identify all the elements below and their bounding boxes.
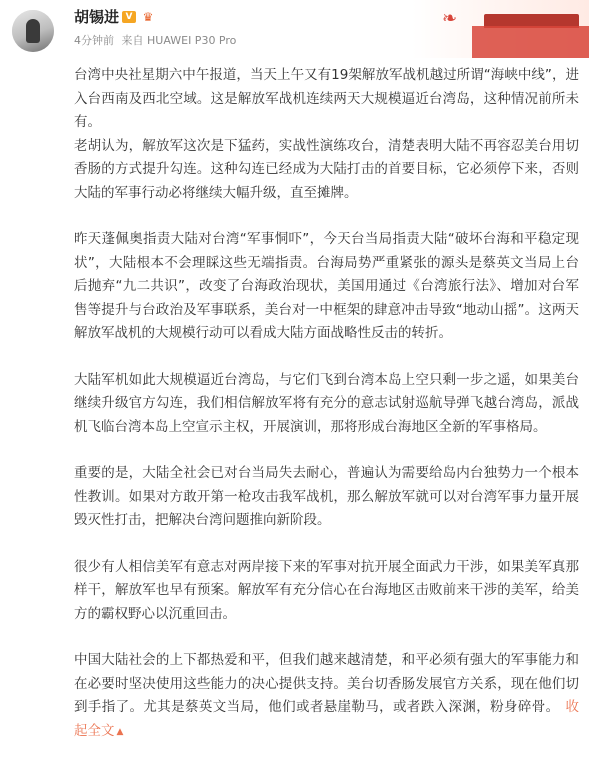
post-paragraph: 老胡认为，解放军这次是下猛药，实战性演练攻台，清楚表明大陆不再容忍美台用切香肠的方式提升勾连。这种勾连已经成为大陆打击的首要目标，它必须停下来，否则大陆的军事行动必将继续大幅升级，直至摊牌。	[74, 137, 579, 201]
post-source: 来自 HUAWEI P30 Pro	[121, 34, 237, 47]
paragraph-gap	[74, 533, 579, 556]
member-crown-badge-icon[interactable]: ♛	[142, 10, 154, 24]
post-paragraph: 重要的是，大陆全社会已对台当局失去耐心，普遍认为需要给岛内台独势力一个根本性教训。如果对方敢开第一枪攻击我军战机，那么解放军就可以对台湾军事力量开展毁灭性打击，把解决台湾问题推向新阶段。	[74, 465, 579, 528]
username[interactable]: 胡锡进	[74, 8, 120, 26]
paragraph-gap	[74, 205, 579, 228]
avatar[interactable]	[12, 10, 54, 52]
post-meta	[74, 34, 240, 48]
chevron-up-icon: ▲	[116, 726, 124, 737]
dove-icon: ❧	[442, 8, 458, 29]
collapse-label: 收起全文	[74, 699, 579, 739]
post-paragraph: 台湾中央社星期六中午报道，当天上午又有19架解放军战机越过所谓“海峡中线”，进入台西南及西北空域。这是解放军战机连续两天大规模逼近台湾岛，这种情况前所未有。	[74, 67, 579, 130]
post-paragraph: 大陆军机如此大规模逼近台湾岛，与它们飞到台湾本岛上空只剩一步之遥，如果美台继续升级官方勾连，我们相信解放军将有充分的意志试射巡航导弹飞越台湾岛，派战机飞临台湾本岛上空宣示主权，开展演训，那将形成台海地区全新的军事格局。	[74, 371, 579, 435]
post-header	[0, 0, 589, 62]
paragraph-gap	[74, 439, 579, 462]
verified-v-badge-icon: V	[122, 11, 136, 23]
post-paragraph-last	[74, 649, 579, 744]
avatar-figure	[26, 19, 40, 43]
post-body	[74, 64, 579, 744]
post-paragraph: 很少有人相信美军有意志对两岸接下来的军事对抗开展全面武力干涉，如果美军真那样干，解放军也早有预案。解放军有充分信心在台海地区击败前来干涉的美军，给美方的霸权野心以沉重回击。	[74, 558, 579, 622]
decoration-wall	[472, 26, 589, 58]
post-paragraph-text: 中国大陆社会的上下都热爱和平，但我们越来越清楚，和平必须有强大的军事能力和在必要时坚决使用这些能力的决心提供支持。美台切香肠发展官方关系，现在他们切到手指了。尤其是蔡英文当局，他们或者悬崖勒马，或者跌入深渊，粉身碎骨。	[74, 652, 579, 715]
post-time[interactable]: 4分钟前	[74, 34, 114, 47]
post-paragraph: 昨天蓬佩奥指责大陆对台湾“军事恫吓”，今天台当局指责大陆“破坏台海和平稳定现状”，大陆根本不会理睬这些无端指责。台海局势严重紧张的源头是蔡英文当局上台后抛弃“九二共识”，改变了台海政治现状，美国用通过《台湾旅行法》、增加对台军售等提升与台政治及军事联系，美台对一中框架的肆意冲击导致“地动山摇”。这两天解放军战机的大规模行动可以看成大陆方面战略性反击的转折。	[74, 231, 579, 341]
header-decoration-image	[412, 0, 589, 58]
paragraph-gap	[74, 626, 579, 649]
paragraph-gap	[74, 346, 579, 369]
